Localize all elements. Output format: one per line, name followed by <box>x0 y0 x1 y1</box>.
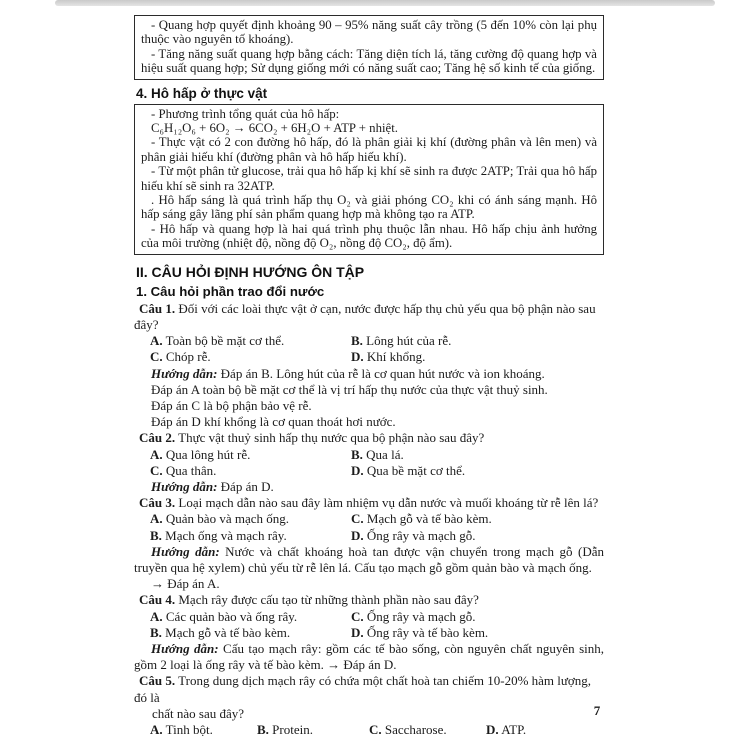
option-a <box>150 333 351 349</box>
option-text: Mạch gỗ và tế bào kèm. <box>165 624 291 640</box>
option-text: Các quản bào và ống rây. <box>165 608 298 624</box>
question-text: Loại mạch dẫn nào sau đây làm nhiệm vụ dẫn nước và muối khoáng từ rễ lên lá? <box>178 495 599 511</box>
question-label: Câu 4. <box>139 592 176 608</box>
option-c <box>150 349 351 365</box>
question-4 <box>134 592 604 673</box>
option-b <box>351 333 604 349</box>
option-letter: B. <box>150 624 162 640</box>
answer-guide <box>134 544 604 576</box>
guide-note: Đáp án C là bộ phận bảo vệ rễ. <box>151 397 312 413</box>
guide-text: Đáp án B. Lông hút của rễ là cơ quan hút nước và ion khoáng. <box>220 365 545 381</box>
question-label: Câu 2. <box>139 430 176 446</box>
section-4-heading: 4. Hô hấp ở thực vật <box>136 85 268 101</box>
option-text: Lông hút của rễ. <box>366 333 452 349</box>
option-letter: D. <box>351 462 364 478</box>
option-c <box>351 511 604 527</box>
guide-note: Đáp án A toàn bộ bề mặt cơ thể là vị trí hấp thụ nước của thực vật thuỷ sinh. <box>151 381 548 397</box>
option-letter: C. <box>351 608 364 624</box>
scan-edge-artifact <box>55 0 715 6</box>
option-letter: B. <box>257 721 269 737</box>
box-paragraph: - Phương trình tổng quát của hô hấp: <box>151 106 340 121</box>
options-grid <box>134 447 604 479</box>
option-b <box>150 528 351 544</box>
option-letter: D. <box>486 721 499 737</box>
guide-text: Nước và chất khoáng hoà tan được vận chuyển trong mạch gỗ (Dẫn truyền qua hệ xylem) chủ yếu từ rễ lên lá. Cấu tạo mạch gỗ gồm quản bào và mạch ống. <box>134 543 604 575</box>
option-a <box>150 511 351 527</box>
option-d <box>351 349 604 365</box>
box-paragraph: . Hô hấp sáng là quá trình hấp thụ O₂ và giải phóng CO₂ khi có ánh sáng mạnh. Hô hấp sáng gây lãng phí sản phẩm quang hợp mà không tạo ra ATP. <box>141 193 597 222</box>
option-letter: D. <box>351 624 364 640</box>
option-b <box>351 447 604 463</box>
guide-text: Đáp án D. <box>220 478 274 494</box>
option-letter: A. <box>150 721 163 737</box>
question-text-continued: chất nào sau đây? <box>152 705 245 721</box>
respiration-equation: C₆H₁₂O₆ + 6O₂ → 6CO₂ + 6H₂O + ATP + nhiệt. <box>151 121 398 136</box>
option-text: Ống rây và mạch gỗ. <box>366 527 476 543</box>
option-letter: A. <box>150 333 163 349</box>
question-text: Mạch rây được cấu tạo từ những thành phần nào sau đây? <box>178 592 479 608</box>
option-b <box>150 625 351 641</box>
options-grid <box>134 333 604 365</box>
guide-note: Đáp án D khí khổng là cơ quan thoát hơi nước. <box>151 414 396 430</box>
option-text: Ống rây và tế bào kèm. <box>366 624 489 640</box>
option-d <box>351 463 604 479</box>
guide-label: Hướng dẫn: <box>151 365 218 381</box>
options-row <box>134 722 604 738</box>
option-c <box>150 463 351 479</box>
option-letter: C. <box>150 349 163 365</box>
option-d <box>351 528 604 544</box>
options-grid <box>134 511 604 543</box>
question-1 <box>134 301 604 431</box>
question-text-line <box>134 430 604 446</box>
option-letter: A. <box>150 446 163 462</box>
guide-note: → Đáp án A. <box>151 576 220 592</box>
question-list <box>134 301 604 738</box>
question-text: Thực vật thuỷ sinh hấp thụ nước qua bộ phận nào sau đây? <box>178 430 485 446</box>
option-text: Tinh bột. <box>165 721 213 737</box>
option-a <box>150 609 351 625</box>
box-paragraph: - Từ một phân tử glucose, trải qua hô hấp kị khí sẽ sinh ra được 2ATP; Trải qua hô hấp hiếu khí sẽ sinh ra 32ATP. <box>141 164 597 193</box>
option-a <box>150 722 257 738</box>
option-c <box>351 609 604 625</box>
guide-label: Hướng dẫn: <box>151 543 220 559</box>
summary-box-photosynthesis <box>134 15 604 80</box>
option-text: Protein. <box>272 721 313 737</box>
option-letter: B. <box>351 446 363 462</box>
option-letter: C. <box>150 462 163 478</box>
option-a <box>150 447 351 463</box>
option-d <box>486 722 604 738</box>
question-2 <box>134 430 604 495</box>
question-text-line <box>134 673 604 705</box>
option-text: Khí khổng. <box>366 349 426 365</box>
question-text-line <box>134 301 604 333</box>
guide-label: Hướng dẫn: <box>151 640 219 656</box>
option-letter: D. <box>351 349 364 365</box>
question-text: Đối với các loài thực vật ở cạn, nước được hấp thụ chủ yếu qua bộ phận nào sau đây? <box>134 300 596 332</box>
box-paragraph: - Thực vật có 2 con đường hô hấp, đó là phân giải kị khí (đường phân và lên men) và phân giải hiếu khí (đường phân và hô hấp hiếu khí). <box>141 135 597 164</box>
question-text-line <box>134 592 604 608</box>
question-5 <box>134 673 604 738</box>
option-d <box>351 625 604 641</box>
question-3 <box>134 495 604 592</box>
option-letter: C. <box>369 721 382 737</box>
option-text: ATP. <box>501 721 527 737</box>
question-text: Trong dung dịch mạch rây có chứa một chất hoà tan chiếm 10-20% hàm lượng, đó là <box>134 673 592 705</box>
option-b <box>257 722 369 738</box>
answer-guide <box>134 641 604 673</box>
question-label: Câu 1. <box>139 300 176 316</box>
box-paragraph: - Quang hợp quyết định khoảng 90 – 95% năng suất cây trồng (5 đến 10% còn lại phụ thuộc vào nguyên tố khoáng). <box>141 18 597 47</box>
guide-text: Cấu tạo mạch rây: gồm các tế bào sống, còn nguyên chất nguyên sinh, gồm 2 loại là ống rây và tế bào kèm. → Đáp án D. <box>134 640 605 673</box>
answer-guide <box>134 366 604 382</box>
option-text: Saccharose. <box>384 721 447 737</box>
review-section-heading: II. CÂU HỎI ĐỊNH HƯỚNG ÔN TẬP <box>136 263 365 280</box>
option-text: Mạch gỗ và tế bào kèm. <box>366 511 492 527</box>
option-letter: A. <box>150 511 163 527</box>
page-number: 7 <box>593 703 601 718</box>
option-text: Quản bào và mạch ống. <box>165 511 289 527</box>
guide-label: Hướng dẫn: <box>151 478 218 494</box>
option-text: Mạch ống và mạch rây. <box>165 527 287 543</box>
option-text: Toàn bộ bề mặt cơ thể. <box>165 333 285 349</box>
option-letter: A. <box>150 608 163 624</box>
answer-guide <box>134 479 604 495</box>
option-text: Qua bề mặt cơ thể. <box>366 462 466 478</box>
review-subsection-heading: 1. Câu hỏi phần trao đổi nước <box>136 283 325 299</box>
option-c <box>369 722 486 738</box>
question-label: Câu 3. <box>139 495 176 511</box>
option-text: Qua lông hút rễ. <box>165 446 251 462</box>
option-letter: B. <box>150 527 162 543</box>
option-letter: D. <box>351 527 364 543</box>
option-text: Qua thân. <box>165 462 217 478</box>
question-label: Câu 5. <box>139 673 176 689</box>
option-text: Ống rây và mạch gỗ. <box>366 608 476 624</box>
option-letter: C. <box>351 511 364 527</box>
question-text-line <box>134 495 604 511</box>
option-text: Chóp rễ. <box>165 349 211 365</box>
page-content <box>134 15 604 738</box>
summary-box-respiration <box>134 104 604 255</box>
box-paragraph: - Tăng năng suất quang hợp bằng cách: Tăng diện tích lá, tăng cường độ quang hợp và hiệu suất quang hợp; Sử dụng giống mới có năng suất cao; Tăng hệ số kinh tế của giống. <box>141 46 597 76</box>
box-paragraph: - Hô hấp và quang hợp là hai quá trình phụ thuộc lẫn nhau. Hô hấp chịu ảnh hưởng của môi trường (nhiệt độ, nồng độ O₂, nồng độ CO₂, độ ẩm). <box>141 221 597 251</box>
option-text: Qua lá. <box>366 446 404 462</box>
option-letter: B. <box>351 333 363 349</box>
options-grid <box>134 609 604 641</box>
